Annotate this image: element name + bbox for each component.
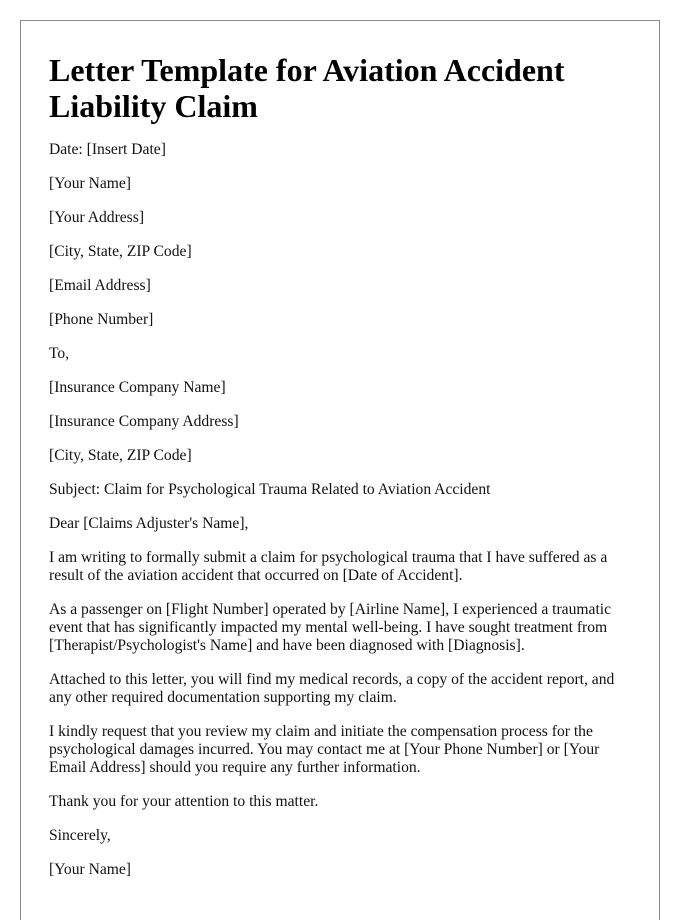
recipient-to: To, [49, 345, 70, 362]
body-paragraph-intro: I am writing to formally submit a claim for psychological trauma that I have suffered as a result of the aviation accident that occurred on [Date of Accident]. [49, 549, 608, 584]
sender-address: [Your Address] [49, 209, 145, 226]
letter-content [49, 52, 639, 895]
sender-name: [Your Name] [49, 175, 132, 192]
date-line: Date: [Insert Date] [49, 141, 166, 158]
sender-city-state-zip: [City, State, ZIP Code] [49, 243, 192, 260]
sender-email: [Email Address] [49, 277, 151, 294]
salutation: Dear [Claims Adjuster's Name], [49, 515, 249, 532]
body-paragraph-request: I kindly request that you review my claim and initiate the compensation process for the psychological damages incurred. You may contact me at [Your Phone Number] or [Your Email Address] should you require any further information. [49, 723, 600, 776]
sender-phone: [Phone Number] [49, 311, 154, 328]
recipient-city-state-zip: [City, State, ZIP Code] [49, 447, 192, 464]
closing-thanks: Thank you for your attention to this matter. [49, 793, 319, 810]
subject-line: Subject: Claim for Psychological Trauma Related to Aviation Accident [49, 481, 491, 498]
sign-off: Sincerely, [49, 827, 111, 844]
insurance-company-name: [Insurance Company Name] [49, 379, 226, 396]
document-title: Letter Template for Aviation Accident Liability Claim [49, 52, 565, 124]
signature-name: [Your Name] [49, 861, 132, 878]
insurance-company-address: [Insurance Company Address] [49, 413, 239, 430]
body-paragraph-attachments: Attached to this letter, you will find my medical records, a copy of the accident report, and any other required documentation supporting my claim. [49, 671, 615, 706]
body-paragraph-incident: As a passenger on [Flight Number] operated by [Airline Name], I experienced a traumatic event that has significantly impacted my mental well-being. I have sought treatment from [Therapist/Psychologist's Name] and have been diagnosed with [Diagnosis]. [49, 601, 612, 654]
letter-page [20, 20, 660, 920]
